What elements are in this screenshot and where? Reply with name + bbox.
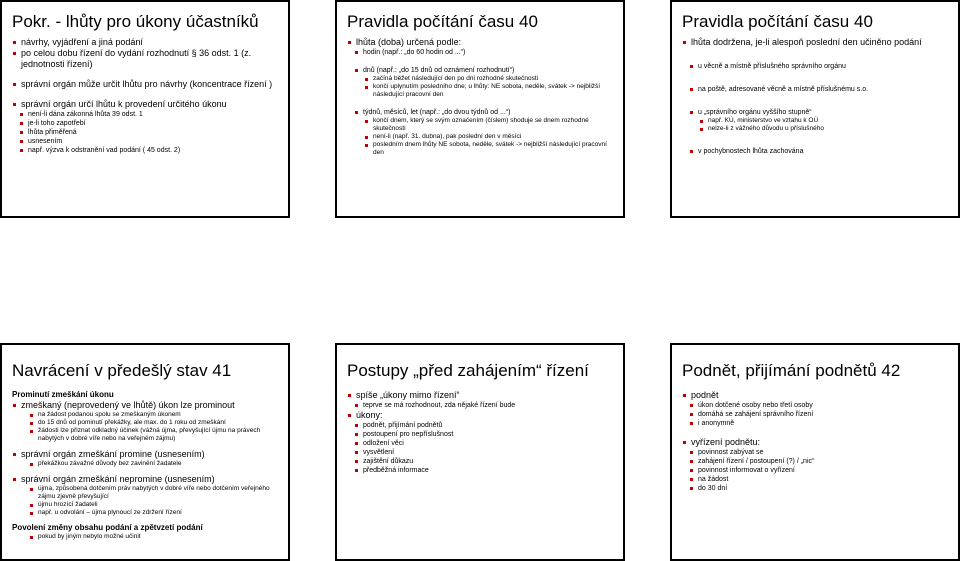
bullet-item: u věcně a místně příslušného správního orgánu [682, 62, 950, 71]
bullet-item: domáhá se zahájení správního řízení [682, 410, 950, 419]
section-heading: Povolení změny obsahu podání a zpětvzetí podání [12, 523, 203, 532]
bullet-item: na žádost podanou spolu se zmeškaným úkonem [12, 411, 280, 419]
bullet-item: odložení věci [347, 439, 615, 448]
bullet-item: do 30 dní [682, 484, 950, 493]
bullet-item: povinnost zabývat se [682, 448, 950, 457]
slide-bullets [347, 37, 615, 157]
bullet-item: návrhy, vyjádření a jiná podání [12, 37, 280, 48]
slide-bullets [347, 390, 615, 475]
bullet-item: na poště, adresované věcně a místně příslušnému s.o. [682, 85, 950, 94]
bullet-item: vyřízení podnětu: [682, 437, 950, 448]
bullet-item: pokud by jiným nebylo možné učinit [12, 533, 280, 541]
bullet-item: končí dnem, který se svým označením (číslem) shoduje se dnem rozhodné skutečnosti [347, 117, 615, 133]
bullet-item: do 15 dnů od pominutí překážky, ale max. do 1 roku od zmeškání [12, 419, 280, 427]
slide-title: Podnět, přijímání podnětů 42 [682, 361, 901, 380]
bullet-item: zahájení řízení / postoupení (?) / „nic“ [682, 457, 950, 466]
slide-lhuty-ucastniku [0, 0, 290, 218]
bullet-item: správní orgán zmeškání promine (usnesením) [12, 449, 280, 460]
bullet-item: i anonymně [682, 419, 950, 428]
bullet-item: podnět [682, 390, 950, 401]
slide-title: Pravidla počítání času 40 [347, 12, 538, 31]
bullet-item: lhůta (doba) určená podle: [347, 37, 615, 48]
bullet-item: dnů (např.: „do 15 dnů od oznámení rozhodnutí“) [347, 66, 615, 75]
bullet-item: končí uplynutím posledního dne; u lhůty: NE sobota, neděle, svátek -> nejbližší následující pracovní den [347, 83, 615, 99]
slide-bullets [12, 37, 280, 155]
bullet-item: hodin (např.: „do 60 hodin od ...“) [347, 48, 615, 57]
bullet-item: lhůta dodržena, je-li alespoň poslední den učiněno podání [682, 37, 950, 48]
slide-bullets [682, 390, 950, 493]
bullet-item: správní orgán může určit lhůtu pro návrhy (koncentrace řízení ) [12, 79, 280, 90]
slide-podnet [670, 343, 960, 561]
section-heading: Prominutí zmeškání úkonu [12, 390, 114, 399]
bullet-item: postoupení pro nepříslušnost [347, 430, 615, 439]
bullet-item: týdnů, měsíců, let (např.: „do dvou týdnů od ...“) [347, 108, 615, 117]
bullet-item: začíná běžet následující den po dni rozhodné skutečnosti [347, 75, 615, 83]
bullet-item: lhůta přiměřená [12, 128, 280, 137]
bullet-item: teprve se má rozhodnout, zda nějaké řízení bude [347, 401, 615, 410]
slide-postupy-pred-zahajenim [335, 343, 625, 561]
bullet-item: překážkou závažné důvody bez zavinění žadatele [12, 460, 280, 468]
bullet-item: zajištění důkazu [347, 457, 615, 466]
bullet-item: vysvětlení [347, 448, 615, 457]
slide-bullets [12, 390, 280, 541]
bullet-item: např. výzva k odstranění vad podání ( 45 odst. 2) [12, 146, 280, 155]
bullet-item: na žádost [682, 475, 950, 484]
bullet-item: zmeškaný (neprovedený ve lhůtě) úkon lze prominout [12, 400, 280, 411]
bullet-item: předběžná informace [347, 466, 615, 475]
slide-title: Pravidla počítání času 40 [682, 12, 873, 31]
bullet-item: úkon dotčené osoby nebo třetí osoby [682, 401, 950, 410]
bullet-item: posledním dnem lhůty NE sobota, neděle, svátek -> nejbližší následující pracovní den [347, 141, 615, 157]
bullet-item: povinnost informovat o vyřízení [682, 466, 950, 475]
bullet-item: např. KÚ, ministerstvo ve vztahu k OÚ [682, 117, 950, 125]
slide-title: Postupy „před zahájením“ řízení [347, 361, 589, 380]
bullet-item: usnesením [12, 137, 280, 146]
bullet-item: újma, způsobená dotčením práv nabytých v dobré víře nebo dotčením veřejného zájmu zjevně převyšující [12, 485, 280, 501]
bullet-item: nelze-li z vážného důvodu u příslušného [682, 125, 950, 133]
bullet-item: správní orgán zmeškání nepromine (usnesením) [12, 474, 280, 485]
slide-title: Pokr. - lhůty pro úkony účastníků [12, 12, 259, 31]
bullet-item: v pochybnostech lhůta zachována [682, 147, 950, 156]
bullet-item: není-li dána zákonná lhůta 39 odst. 1 [12, 110, 280, 119]
slide-bullets [682, 37, 950, 156]
bullet-item: není-li (např. 31. dubna), pak poslední den v měsíci [347, 133, 615, 141]
bullet-item: u „správního orgánu vyššího stupně“ [682, 108, 950, 117]
bullet-item: žádosti lze přiznat odkladný účinek (vážná újma, převyšující újmu na právech nabytých v dobré víře nebo na veřejném zájmu) [12, 427, 280, 443]
bullet-item: úkony: [347, 410, 615, 421]
slide-navraceni-v-predesly-stav [0, 343, 290, 561]
slide-pravidla-pocitani-casu-1 [335, 0, 625, 218]
bullet-item: spíše „úkony mimo řízení“ [347, 390, 615, 401]
bullet-item: např. u odvolání – újma plynoucí ze zdržení řízení [12, 509, 280, 517]
slide-pravidla-pocitani-casu-2 [670, 0, 960, 218]
bullet-item: podnět, přijímání podnětů [347, 421, 615, 430]
bullet-item: po celou dobu řízení do vydání rozhodnutí § 36 odst. 1 (z. jednotnosti řízení) [12, 48, 280, 70]
slide-title: Navrácení v předešlý stav 41 [12, 361, 232, 380]
bullet-item: je-li toho zapotřebí [12, 119, 280, 128]
bullet-item: správní orgán určí lhůtu k provedení určitého úkonu [12, 99, 280, 110]
bullet-item: újmu hrozící žadateli [12, 501, 280, 509]
